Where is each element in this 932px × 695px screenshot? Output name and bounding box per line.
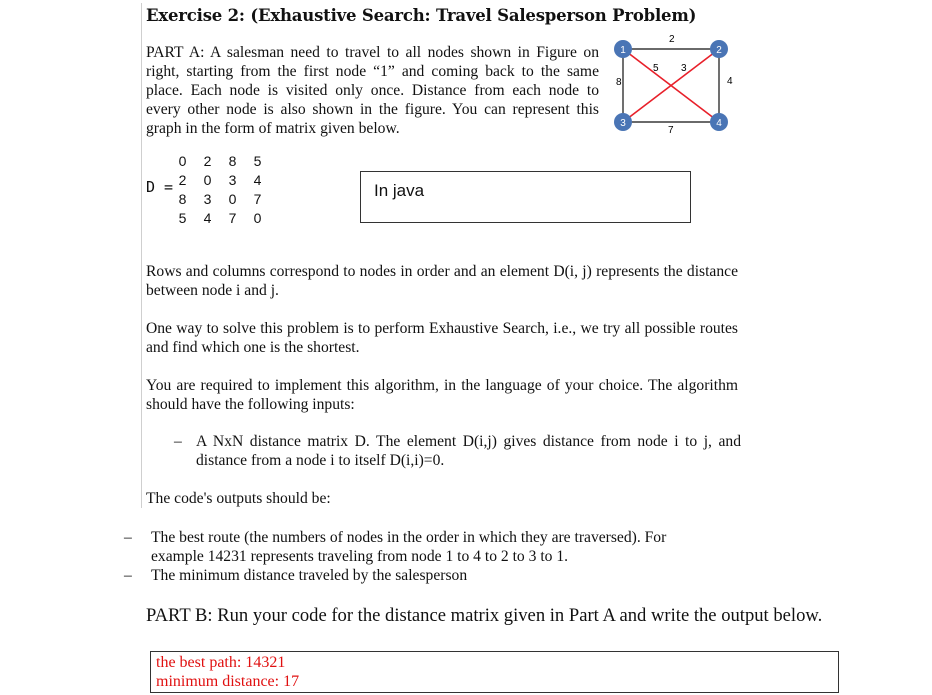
part-a-line: place. Each node is visited only once. Distance from each node to bbox=[146, 82, 599, 99]
graph-node-4 bbox=[710, 113, 728, 131]
bullet-dash: – bbox=[124, 529, 132, 546]
matrix-row bbox=[170, 190, 270, 209]
matrix-cell: 7 bbox=[253, 191, 262, 207]
matrix-cell: 2 bbox=[203, 153, 212, 169]
part-a-paragraph bbox=[146, 43, 599, 138]
exercise-title: Exercise 2: (Exhaustive Search: Travel Salesperson Problem) bbox=[146, 6, 697, 25]
edge-label-2-4: 4 bbox=[727, 76, 733, 87]
edge-label-1-4: 5 bbox=[653, 63, 659, 74]
outputs-heading: The code's outputs should be: bbox=[146, 490, 331, 507]
matrix-cell: 3 bbox=[228, 172, 237, 188]
matrix-row bbox=[170, 152, 270, 171]
node-label: 3 bbox=[620, 118, 626, 129]
matrix-cell: 3 bbox=[203, 191, 212, 207]
output-bullet-distance: The minimum distance traveled by the salesperson bbox=[151, 567, 468, 584]
matrix-row bbox=[170, 171, 270, 190]
matrix-cell: 4 bbox=[253, 172, 262, 188]
matrix-cell: 8 bbox=[228, 153, 237, 169]
result-box[interactable] bbox=[150, 651, 839, 693]
matrix-cell: 8 bbox=[178, 191, 187, 207]
part-a-line: graph in the form of matrix given below. bbox=[146, 120, 400, 137]
input-bullet-text: A NxN distance matrix D. The element D(i,j) gives distance from node i to j, and distance from a node i to itself D(i,i)=0. bbox=[196, 433, 741, 469]
node-label: 4 bbox=[716, 118, 722, 129]
best-path-text: the best path: 14321 bbox=[156, 654, 286, 671]
bullet-dash: – bbox=[174, 433, 182, 450]
part-a-line: PART A: A salesman need to travel to all nodes shown in Figure on bbox=[146, 44, 599, 61]
matrix-cell: 7 bbox=[228, 210, 237, 226]
bullet-dash: – bbox=[124, 567, 132, 584]
min-distance-text: minimum distance: 17 bbox=[156, 673, 300, 690]
graph-figure bbox=[606, 22, 742, 134]
part-b-heading: PART B: Run your code for the distance matrix given in Part A and write the output below. bbox=[146, 605, 823, 626]
matrix-cell: 5 bbox=[178, 210, 187, 226]
matrix-cell: 0 bbox=[203, 172, 212, 188]
part-a-line: every other node is also shown in the figure. You can represent this bbox=[146, 101, 599, 118]
implement-paragraph: You are required to implement this algorithm, in the language of your choice. The algorithm should have the following inputs: bbox=[146, 377, 738, 413]
matrix-cell: 2 bbox=[178, 172, 187, 188]
exhaustive-search-paragraph: One way to solve this problem is to perform Exhaustive Search, i.e., we try all possible routes and find which one is the shortest. bbox=[146, 320, 738, 356]
edge-label-2-3: 3 bbox=[681, 63, 687, 74]
graph-node-3 bbox=[614, 113, 632, 131]
margin-line bbox=[141, 3, 142, 508]
edge-label-1-2: 2 bbox=[669, 34, 675, 45]
matrix-row bbox=[170, 209, 270, 228]
matrix-cell: 4 bbox=[203, 210, 212, 226]
distance-matrix bbox=[170, 152, 270, 228]
edge-label-3-4: 7 bbox=[668, 125, 674, 134]
edge-label-1-3: 8 bbox=[616, 77, 622, 88]
matrix-cell: 0 bbox=[228, 191, 237, 207]
matrix-label: D = bbox=[146, 178, 174, 196]
graph-node-1 bbox=[614, 40, 632, 58]
matrix-cell: 0 bbox=[178, 153, 187, 169]
answer-text-box[interactable]: In java bbox=[360, 171, 691, 223]
node-label: 1 bbox=[620, 45, 626, 56]
output-bullet-route: The best route (the numbers of nodes in the order in which they are traversed). For example 14231 represents traveling from node 1 to 4 to 2 to 3 to 1. bbox=[151, 529, 667, 565]
matrix-cell: 0 bbox=[253, 210, 262, 226]
graph-node-2 bbox=[710, 40, 728, 58]
part-a-line: right, starting from the first node “1” and coming back to the same bbox=[146, 63, 599, 80]
matrix-cell: 5 bbox=[253, 153, 262, 169]
rows-columns-paragraph: Rows and columns correspond to nodes in order and an element D(i, j) represents the distance between node i and j. bbox=[146, 263, 738, 299]
node-label: 2 bbox=[716, 45, 722, 56]
